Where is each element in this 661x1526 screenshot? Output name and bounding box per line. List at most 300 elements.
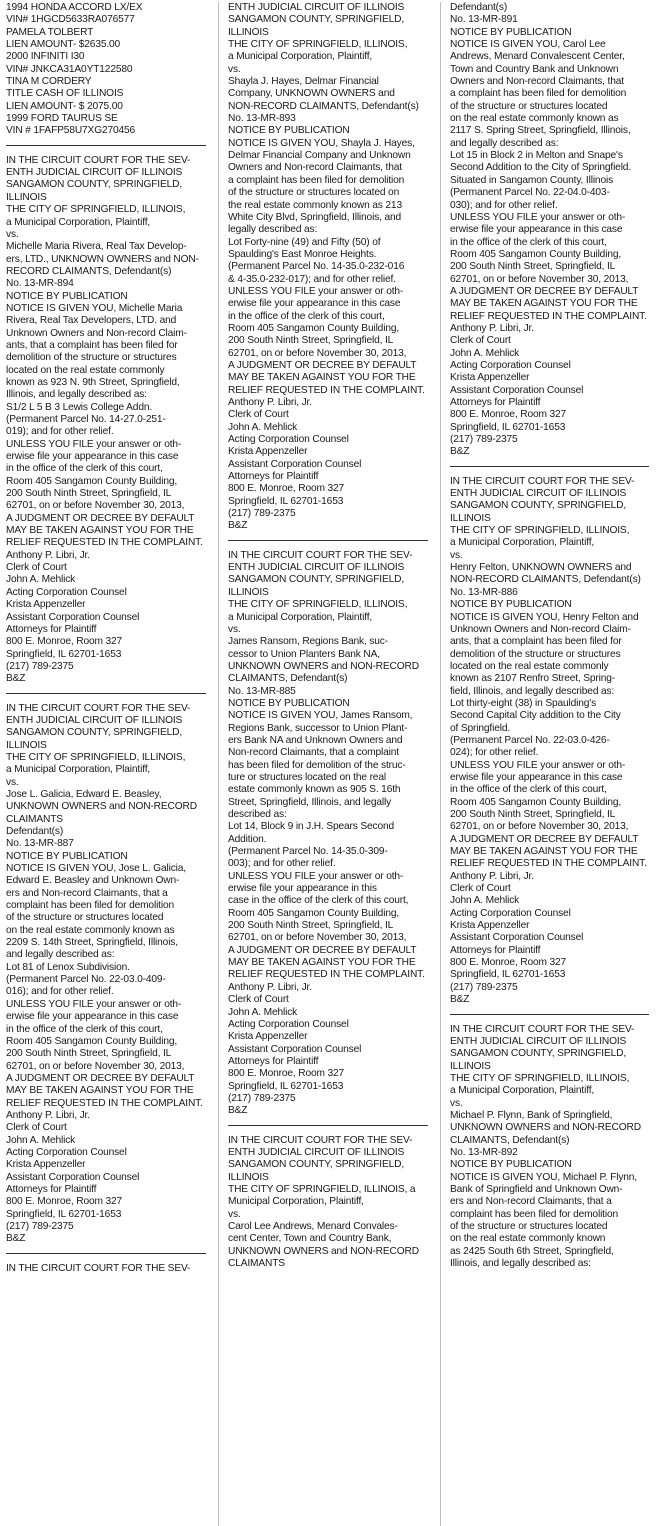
notice-line: in the office of the clerk of this court, <box>228 310 385 322</box>
notice-line: Anthony P. Libri, Jr. <box>6 549 90 561</box>
notice-line: No. 13-MR-894 <box>6 278 74 290</box>
notice-line: A JUDGMENT OR DECREE BY DEFAULT <box>450 833 639 845</box>
notice-line: Attorneys for Plaintiff <box>450 397 541 408</box>
notice-line: ILLINOIS <box>228 1171 269 1183</box>
notice-line: Anthony P. Libri, Jr. <box>228 981 312 993</box>
notice-line: Acting Corporation Counsel <box>6 1146 127 1158</box>
notice-line: Shayla J. Hayes, Delmar Financial <box>228 76 379 88</box>
column-1 <box>0 2 218 1526</box>
notice-line: NOTICE IS GIVEN YOU, Shayla J. Hayes, <box>228 137 415 149</box>
notice-line: B&Z <box>228 1105 248 1117</box>
notice-line: No. 13-MR-885 <box>228 685 296 697</box>
notice-line: Lot 15 in Block 2 in Melton and Snape's <box>450 150 623 162</box>
notice-line: NOTICE BY PUBLICATION <box>228 125 350 137</box>
notice-line: CLAIMANTS <box>228 1258 285 1270</box>
notice-line: on the real estate commonly known as <box>450 113 619 125</box>
notice-line: Krista Appenzeller <box>450 920 530 932</box>
notice-line: NOTICE BY PUBLICATION <box>6 290 128 302</box>
notice-line: in the office of the clerk of this court, <box>450 236 607 248</box>
notice-line: B&Z <box>228 520 248 532</box>
notice-line: NON-RECORD CLAIMANTS, Defendant(s) <box>450 574 641 586</box>
notice-line: described as: <box>228 809 287 820</box>
notice-line: NOTICE BY PUBLICATION <box>450 1159 572 1171</box>
notice-line: UNKNOWN OWNERS and NON-RECORD <box>6 801 197 813</box>
notice-line: cent Center, Town and Country Bank, <box>228 1233 392 1245</box>
notice-line: A JUDGMENT OR DECREE BY DEFAULT <box>228 359 417 371</box>
notice-line: vs. <box>6 228 19 240</box>
notice-line: 024); for other relief. <box>450 747 539 759</box>
notice-line: SANGAMON COUNTY, SPRINGFIELD, <box>228 1159 405 1171</box>
notice-divider <box>6 693 206 694</box>
notice-line: Acting Corporation Counsel <box>228 1018 349 1030</box>
notice-line: UNLESS YOU FILE your answer or oth- <box>6 438 182 450</box>
notice-line: RELIEF REQUESTED IN THE COMPLAINT. <box>228 969 425 981</box>
notice-line: cessor to Union Planters Bank NA, <box>228 648 380 660</box>
notice-line: ILLINOIS <box>450 512 491 524</box>
notice-line: Room 405 Sangamon County Building, <box>6 475 178 487</box>
notice-line: vs. <box>450 549 463 561</box>
notice-line: UNLESS YOU FILE your answer or oth- <box>450 211 626 223</box>
notice-line: 62701, on or before November 30, 2013, <box>6 500 185 512</box>
notice-line: MAY BE TAKEN AGAINST YOU FOR THE <box>228 372 416 384</box>
notice-line: VIN # 1FAFP58U7XG270456 <box>6 125 136 137</box>
notice-line: B&Z <box>450 446 470 458</box>
notice-line: LIEN AMOUNT- $2635.00 <box>6 39 121 51</box>
notice-line: No. 13-MR-887 <box>6 838 74 850</box>
notice-line: erwise file your appearance in this case <box>450 771 623 783</box>
notice-line: THE CITY OF SPRINGFIELD, ILLINOIS, <box>228 599 408 611</box>
notice-line: NOTICE IS GIVEN YOU, Michelle Maria <box>6 302 183 314</box>
notice-line: IN THE CIRCUIT COURT FOR THE SEV- <box>450 1023 635 1035</box>
notice-line: Owners and Non-record Claimants, that <box>228 162 402 174</box>
notice-line: erwise file your appearance in this case <box>6 451 179 463</box>
notice-line: erwise file your appearance in this case <box>6 1011 179 1023</box>
notice-line: as 2425 South 6th Street, Springfield, <box>450 1245 614 1257</box>
notice-line: ENTH JUDICIAL CIRCUIT OF ILLINOIS <box>450 488 627 500</box>
notice-line: Springfield, IL 62701-1653 <box>450 421 566 433</box>
notice-line: SANGAMON COUNTY, SPRINGFIELD, <box>450 1048 627 1060</box>
notice-line: Assistant Corporation Counsel <box>450 384 584 396</box>
notice-line: THE CITY OF SPRINGFIELD, ILLINOIS, <box>228 39 408 51</box>
notice-divider <box>450 1014 649 1015</box>
notice-line: S1/2 L 5 B 3 Lewis College Addn. <box>6 401 153 413</box>
notice-line: 200 South Ninth Street, Springfield, IL <box>6 488 172 500</box>
notice-line: erwise file your appearance in this case <box>228 298 401 310</box>
notice-line: ers and Non-record Claimants, that a <box>450 1196 612 1208</box>
notice-line: B&Z <box>6 673 26 685</box>
notice-line: RELIEF REQUESTED IN THE COMPLAINT. <box>450 858 647 870</box>
notice-line: the real estate commonly known as 213 <box>228 199 402 211</box>
notice-line: Room 405 Sangamon County Building, <box>228 322 400 334</box>
notice-line: Street, Springfield, Illinois, and legally <box>228 796 392 808</box>
notice-line: (217) 789-2375 <box>228 1092 296 1104</box>
notice-line: ture or structures located on the real <box>228 771 386 783</box>
notice-line: UNLESS YOU FILE your answer or oth- <box>6 998 182 1010</box>
notice-line: Krista Appenzeller <box>228 446 308 458</box>
notice-line: Attorneys for Plaintiff <box>6 623 97 635</box>
notice-line: (217) 789-2375 <box>228 508 296 520</box>
notice-line: THE CITY OF SPRINGFIELD, ILLINOIS, <box>6 751 186 763</box>
notice-line: NOTICE IS GIVEN YOU, James Ransom, <box>228 710 413 722</box>
notice-line: IN THE CIRCUIT COURT FOR THE SEV- <box>6 154 191 166</box>
notice-line: RELIEF REQUESTED IN THE COMPLAINT. <box>450 310 647 322</box>
notice-line: 1994 HONDA ACCORD LX/EX <box>6 2 143 13</box>
notice-line: 800 E. Monroe, Room 327 <box>228 1068 345 1080</box>
notice-line: John A. Mehlick <box>6 1134 76 1146</box>
notice-line: THE CITY OF SPRINGFIELD, ILLINOIS, <box>450 1072 630 1084</box>
notice-line: a Municipal Corporation, Plaintiff, <box>450 537 595 549</box>
notice-line: UNLESS YOU FILE your answer or oth- <box>228 870 404 882</box>
legal-notice <box>450 2 655 459</box>
notice-line: NOTICE IS GIVEN YOU, Jose L. Galicia, <box>6 863 186 875</box>
notice-line: MAY BE TAKEN AGAINST YOU FOR THE <box>450 846 638 858</box>
notice-line: 003); and for other relief. <box>228 858 336 870</box>
notice-line: Springfield, IL 62701-1653 <box>6 648 122 660</box>
notice-line: Attorneys for Plaintiff <box>228 471 319 483</box>
notice-line: NOTICE IS GIVEN YOU, Michael P. Flynn, <box>450 1171 637 1183</box>
notice-divider <box>6 1253 206 1254</box>
notice-line: Anthony P. Libri, Jr. <box>450 870 534 882</box>
notice-line: Unknown Owners and Non-record Claim- <box>6 327 187 339</box>
notice-line: demolition of the structure or structures <box>450 648 621 660</box>
notice-line: No. 13-MR-893 <box>228 113 296 125</box>
notice-line: Anthony P. Libri, Jr. <box>6 1109 90 1121</box>
notice-line: TINA M CORDERY <box>6 76 92 88</box>
notice-line: Assistant Corporation Counsel <box>228 1043 362 1055</box>
notice-line: complaint has been filed for demolition <box>450 1208 619 1220</box>
notice-line: (217) 789-2375 <box>6 660 74 672</box>
notice-line: of the structure or structures located <box>6 912 164 924</box>
notice-line: Krista Appenzeller <box>450 372 530 384</box>
notice-line: erwise file your appearance in this <box>228 883 377 895</box>
notice-line: a Municipal Corporation, Plaintiff, <box>228 611 373 623</box>
notice-line: Springfield, IL 62701-1653 <box>6 1208 122 1220</box>
notice-line: 800 E. Monroe, Room 327 <box>450 957 567 969</box>
notice-line: Illinois, and legally described as: <box>6 389 147 401</box>
notice-line: UNLESS YOU FILE your answer or oth- <box>450 759 626 771</box>
notice-divider <box>228 1125 428 1126</box>
notice-line: SANGAMON COUNTY, SPRINGFIELD, <box>228 14 405 26</box>
notice-line: on the real estate commonly known as <box>6 924 175 936</box>
notice-line: ers Bank NA and Unknown Owners and <box>228 734 403 746</box>
notice-line: RELIEF REQUESTED IN THE COMPLAINT. <box>6 537 203 549</box>
notice-line: legally described as: <box>228 224 318 236</box>
notice-line: John A. Mehlick <box>6 574 76 586</box>
notice-line: demolition of the structure or structures <box>6 352 177 364</box>
notice-line: Bank of Springfield and Unknown Own- <box>450 1183 623 1195</box>
notice-line: MAY BE TAKEN AGAINST YOU FOR THE <box>228 957 416 969</box>
notice-line: Room 405 Sangamon County Building, <box>6 1035 178 1047</box>
notice-line: UNKNOWN OWNERS and NON-RECORD <box>228 1245 419 1257</box>
notice-line: THE CITY OF SPRINGFIELD, ILLINOIS, a <box>228 1183 416 1195</box>
notice-line: RELIEF REQUESTED IN THE COMPLAINT. <box>6 1097 203 1109</box>
notice-line: Room 405 Sangamon County Building, <box>450 796 622 808</box>
notice-line: 800 E. Monroe, Room 327 <box>6 636 123 648</box>
legal-notice <box>228 550 434 1118</box>
notice-line: UNKNOWN OWNERS and NON-RECORD <box>228 660 419 672</box>
notice-line: Situated in Sangamon County, Illinois <box>450 174 614 186</box>
notice-line: Krista Appenzeller <box>6 599 86 611</box>
notice-line: ILLINOIS <box>450 1060 491 1072</box>
notice-divider <box>228 540 428 541</box>
notice-line: James Ransom, Regions Bank, suc- <box>228 636 388 648</box>
notice-line: Clerk of Court <box>228 409 289 421</box>
notice-line: No. 13-MR-891 <box>450 14 518 26</box>
notice-line: MAY BE TAKEN AGAINST YOU FOR THE <box>6 525 194 537</box>
notice-line: vs. <box>450 1097 463 1109</box>
notice-line: LIEN AMOUNT- $ 2075.00 <box>6 100 123 112</box>
notice-line: (Permanent Parcel No. 14-27.0-251- <box>6 414 166 425</box>
notice-line: Henry Felton, UNKNOWN OWNERS and <box>450 562 632 574</box>
notice-line: 200 South Ninth Street, Springfield, IL <box>228 335 394 347</box>
notice-line: Clerk of Court <box>228 994 289 1006</box>
notice-line: (Permanent Parcel No. 14-35.0-232-016 <box>228 261 405 273</box>
notice-line: a complaint has been filed for demolition <box>450 88 627 100</box>
notice-line: Anthony P. Libri, Jr. <box>450 322 534 334</box>
notice-line: Clerk of Court <box>450 335 511 347</box>
notice-line: Illinois, and legally described as: <box>450 1258 591 1270</box>
notice-line: PAMELA TOLBERT <box>6 26 94 38</box>
notice-line: a Municipal Corporation, Plaintiff, <box>228 51 373 63</box>
notice-line: 1999 FORD TAURUS SE <box>6 113 118 125</box>
notice-line: RECORD CLAIMANTS, Defendant(s) <box>6 265 172 277</box>
notice-line: NOTICE BY PUBLICATION <box>450 26 572 38</box>
notice-line: Anthony P. Libri, Jr. <box>228 397 312 408</box>
notice-line: 030); and for other relief. <box>450 199 558 211</box>
notice-line: a Municipal Corporation, Plaintiff, <box>450 1085 595 1097</box>
notice-line: Assistant Corporation Counsel <box>6 1171 140 1183</box>
legal-notice <box>450 476 655 1007</box>
notice-line: ers and Non-record Claimants, that a <box>6 887 168 899</box>
notice-line: White City Blvd, Springfield, Illinois, and <box>228 211 402 223</box>
notice-line: NOTICE BY PUBLICATION <box>450 599 572 611</box>
notice-line: Clerk of Court <box>450 883 511 895</box>
notice-line: Defendant(s) <box>6 826 64 837</box>
notice-line: vs. <box>228 1208 241 1220</box>
notice-line: B&Z <box>6 1233 26 1245</box>
notice-line: CLAIMANTS, Defendant(s) <box>450 1134 570 1146</box>
notice-line: Krista Appenzeller <box>6 1159 86 1171</box>
notice-line: known as 2107 Renfro Street, Spring- <box>450 673 616 685</box>
notice-line: ILLINOIS <box>228 586 269 598</box>
notice-line: 800 E. Monroe, Room 327 <box>228 483 345 495</box>
notice-line: 62701, on or before November 30, 2013, <box>450 273 629 285</box>
notice-line: Jose L. Galicia, Edward E. Beasley, <box>6 788 162 800</box>
notice-line: of Springfield. <box>450 722 511 734</box>
notice-line: Lot thirty-eight (38) in Spaulding's <box>450 697 597 709</box>
notice-line: TITLE CASH OF ILLINOIS <box>6 88 124 100</box>
notice-line: Non-record Claimants, that a complaint <box>228 747 399 759</box>
notice-line: ers, LTD., UNKNOWN OWNERS and NON- <box>6 253 199 265</box>
notice-line: in the office of the clerk of this court, <box>6 463 163 475</box>
notice-line: Second Addition to the City of Springfield. <box>450 162 632 174</box>
notice-line: Edward E. Beasley and Unknown Own- <box>6 875 180 887</box>
notice-line: Krista Appenzeller <box>228 1031 308 1043</box>
column-2 <box>218 2 440 1526</box>
notice-line: (Permanent Parcel No. 22-04.0-403- <box>450 187 610 199</box>
legal-notice <box>6 2 212 138</box>
column-3 <box>440 2 661 1526</box>
notice-line: Michelle Maria Rivera, Real Tax Develop- <box>6 241 187 253</box>
notice-line: 800 E. Monroe, Room 327 <box>6 1196 123 1208</box>
notice-line: located on the real estate commonly <box>450 660 609 672</box>
notice-line: John A. Mehlick <box>450 347 520 359</box>
notice-line: Clerk of Court <box>6 1122 67 1134</box>
notice-line: ILLINOIS <box>6 191 47 203</box>
legal-notice <box>228 2 434 533</box>
notice-line: (Permanent Parcel No. 22-03.0-426- <box>450 734 610 746</box>
notice-divider <box>450 466 649 467</box>
notice-line: ILLINOIS <box>6 739 47 751</box>
notice-line: on the real estate commonly known <box>450 1233 606 1245</box>
notice-line: 62701, on or before November 30, 2013, <box>228 932 407 944</box>
notice-line: VIN# 1HGCD5633RA076577 <box>6 14 135 26</box>
notice-line: Town and Country Bank and Unknown <box>450 63 619 75</box>
notice-line: CLAIMANTS, Defendant(s) <box>228 673 348 685</box>
legal-notice <box>6 1263 212 1275</box>
notice-line: SANGAMON COUNTY, SPRINGFIELD, <box>228 574 405 586</box>
notice-line: in the office of the clerk of this court, <box>450 784 607 796</box>
notice-line: Room 405 Sangamon County Building, <box>228 907 400 919</box>
notice-line: Municipal Corporation, Plaintiff, <box>228 1196 364 1208</box>
notice-line: 2209 S. 14th Street, Springfield, Illinois, <box>6 937 178 949</box>
notice-line: Delmar Financial Company and Unknown <box>228 150 411 162</box>
notice-line: Lot 81 of Lenox Subdivision. <box>6 961 130 973</box>
notice-line: THE CITY OF SPRINGFIELD, ILLINOIS, <box>450 525 630 537</box>
notice-line: complaint has been filed for demolition <box>6 900 175 912</box>
notice-line: of the structure or structures located <box>450 100 608 112</box>
notice-line: NOTICE BY PUBLICATION <box>6 850 128 862</box>
notice-line: Michael P. Flynn, Bank of Springfield, <box>450 1109 613 1121</box>
notice-line: ENTH JUDICIAL CIRCUIT OF ILLINOIS <box>6 714 183 726</box>
notice-line: vs. <box>228 63 241 75</box>
notice-line: Attorneys for Plaintiff <box>228 1055 319 1067</box>
notice-line: MAY BE TAKEN AGAINST YOU FOR THE <box>450 298 638 310</box>
notice-line: UNLESS YOU FILE your answer or oth- <box>228 285 404 297</box>
notice-line: vs. <box>6 776 19 788</box>
notice-line: (217) 789-2375 <box>450 434 518 446</box>
notice-line: Acting Corporation Counsel <box>228 434 349 446</box>
notice-line: 62701, on or before November 30, 2013, <box>228 347 407 359</box>
notice-line: (217) 789-2375 <box>450 981 518 993</box>
notice-divider <box>6 145 206 146</box>
notice-line: B&Z <box>450 994 470 1006</box>
notice-line: Owners and Non-record Claimants, that <box>450 76 624 88</box>
notice-line: 62701, on or before November 30, 2013, <box>6 1060 185 1072</box>
notice-line: Unknown Owners and Non-record Claim- <box>450 623 631 635</box>
notice-line: Lot 14, Block 9 in J.H. Spears Second <box>228 821 395 833</box>
notice-line: Carol Lee Andrews, Menard Convales- <box>228 1221 398 1232</box>
notice-line: No. 13-MR-892 <box>450 1146 518 1158</box>
notice-line: A JUDGMENT OR DECREE BY DEFAULT <box>450 285 639 297</box>
notice-line: John A. Mehlick <box>228 421 298 433</box>
notice-line: 019); and for other relief. <box>6 426 114 438</box>
notice-line: 2000 INFINITI I30 <box>6 51 85 63</box>
notice-line: Regions Bank, successor to Union Plant- <box>228 722 408 734</box>
notice-line: Acting Corporation Counsel <box>450 359 571 371</box>
legal-notice <box>6 703 212 1246</box>
notice-line: known as 923 N. 9th Street, Springfield, <box>6 376 180 388</box>
notice-line: (Permanent Parcel No. 22-03.0-409- <box>6 974 166 986</box>
notice-line: ants, that a complaint has been filed for <box>450 636 622 648</box>
legal-notice <box>228 1135 434 1271</box>
notice-line: NON-RECORD CLAIMANTS, Defendant(s) <box>228 100 419 112</box>
notice-line: and legally described as: <box>450 137 559 149</box>
notice-line: and legally described as: <box>6 949 115 961</box>
notice-line: (217) 789-2375 <box>6 1221 74 1232</box>
notice-line: Springfield, IL 62701-1653 <box>228 495 344 507</box>
notice-line: IN THE CIRCUIT COURT FOR THE SEV- <box>6 1262 191 1274</box>
notice-line: RELIEF REQUESTED IN THE COMPLAINT. <box>228 384 425 396</box>
notice-line: VIN# JNKCA31A0YT122580 <box>6 63 133 75</box>
notice-line: ENTH JUDICIAL CIRCUIT OF ILLINOIS <box>228 2 405 13</box>
notice-line: Springfield, IL 62701-1653 <box>450 969 566 981</box>
notice-line: IN THE CIRCUIT COURT FOR THE SEV- <box>6 702 191 714</box>
notice-line: John A. Mehlick <box>228 1006 298 1018</box>
notice-line: 200 South Ninth Street, Springfield, IL <box>228 920 394 932</box>
notice-line: ENTH JUDICIAL CIRCUIT OF ILLINOIS <box>228 1146 405 1158</box>
notice-line: CLAIMANTS <box>6 813 63 825</box>
notice-line: & 4-35.0-232-017); and for other relief. <box>228 273 396 285</box>
notice-line: 200 South Ninth Street, Springfield, IL <box>6 1048 172 1060</box>
notice-line: A JUDGMENT OR DECREE BY DEFAULT <box>6 1072 195 1084</box>
notice-line: Lot Forty-nine (49) and Fifty (50) of <box>228 236 381 248</box>
notice-line: Room 405 Sangamon County Building, <box>450 248 622 260</box>
notice-line: Acting Corporation Counsel <box>450 907 571 919</box>
notice-line: Attorneys for Plaintiff <box>450 944 541 956</box>
notice-line: IN THE CIRCUIT COURT FOR THE SEV- <box>228 549 413 561</box>
notice-line: MAY BE TAKEN AGAINST YOU FOR THE <box>6 1085 194 1097</box>
notice-line: 62701, on or before November 30, 2013, <box>450 821 629 833</box>
notice-line: a Municipal Corporation, Plaintiff, <box>6 764 151 776</box>
notice-line: ants, that a complaint has been filed for <box>6 339 178 351</box>
notice-line: UNKNOWN OWNERS and NON-RECORD <box>450 1122 641 1134</box>
notice-line: case in the office of the clerk of this court, <box>228 895 409 907</box>
notice-line: Assistant Corporation Counsel <box>6 611 140 623</box>
notice-line: A JUDGMENT OR DECREE BY DEFAULT <box>228 944 417 956</box>
notice-line: Andrews, Menard Convalescent Center, <box>450 51 625 63</box>
notice-line: Second Capital City addition to the City <box>450 710 621 722</box>
notice-line: estate commonly known as 905 S. 16th <box>228 784 401 796</box>
notice-line: ENTH JUDICIAL CIRCUIT OF ILLINOIS <box>6 167 183 179</box>
notice-line: Addition. <box>228 833 267 845</box>
notice-line: 800 E. Monroe, Room 327 <box>450 409 567 421</box>
notice-line: a Municipal Corporation, Plaintiff, <box>6 216 151 228</box>
legal-notice <box>450 1024 655 1271</box>
notice-line: field, Illinois, and legally described as: <box>450 685 615 697</box>
notice-line: SANGAMON COUNTY, SPRINGFIELD, <box>450 500 627 512</box>
notice-line: NOTICE IS GIVEN YOU, Henry Felton and <box>450 611 639 623</box>
notice-line: 016); and for other relief. <box>6 986 114 998</box>
notice-line: IN THE CIRCUIT COURT FOR THE SEV- <box>450 475 635 487</box>
notice-line: (Permanent Parcel No. 14-35.0-309- <box>228 846 388 858</box>
notice-line: Rivera, Real Tax Developers, LTD. and <box>6 315 177 327</box>
notice-line: 200 South Ninth Street, Springfield, IL <box>450 809 616 820</box>
notice-line: located on the real estate commonly <box>6 364 165 376</box>
notice-line: Assistant Corporation Counsel <box>228 458 362 470</box>
notice-line: in the office of the clerk of this court, <box>6 1023 163 1035</box>
legal-notice <box>6 155 212 686</box>
notice-line: of the structure or structures located on <box>228 187 400 199</box>
notice-line: THE CITY OF SPRINGFIELD, ILLINOIS, <box>6 204 186 216</box>
notice-line: A JUDGMENT OR DECREE BY DEFAULT <box>6 512 195 524</box>
notice-line: No. 13-MR-886 <box>450 586 518 598</box>
notice-line: vs. <box>228 623 241 635</box>
notice-line: SANGAMON COUNTY, SPRINGFIELD, <box>6 727 183 739</box>
notice-line: 200 South Ninth Street, Springfield, IL <box>450 261 616 273</box>
notice-line: ENTH JUDICIAL CIRCUIT OF ILLINOIS <box>228 562 405 574</box>
notice-line: Attorneys for Plaintiff <box>6 1183 97 1195</box>
